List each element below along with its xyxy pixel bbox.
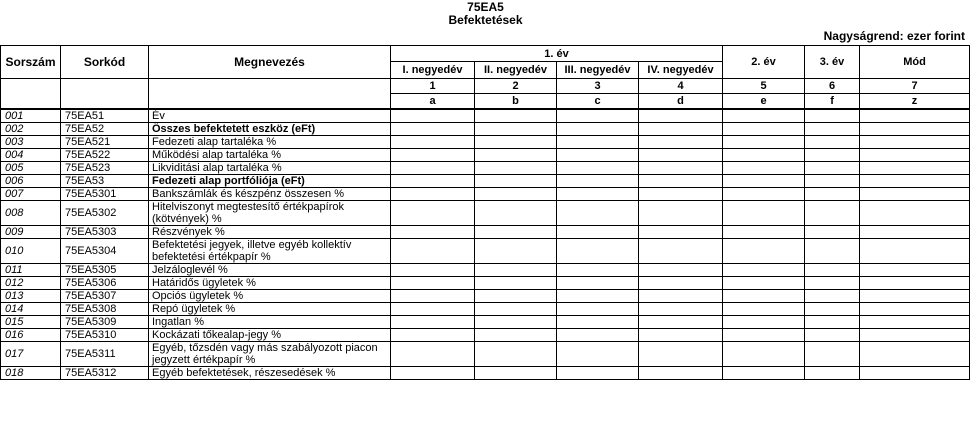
row-name: Egyéb, tőzsdén vagy más szabályozott piacon jegyzett értékpapír % — [149, 341, 391, 366]
row-number: 010 — [1, 238, 61, 263]
row-number: 002 — [1, 122, 61, 135]
value-cell[interactable] — [639, 225, 723, 238]
table-row — [1, 200, 970, 225]
value-cell[interactable] — [391, 225, 475, 238]
value-cell[interactable] — [860, 225, 970, 238]
col-letter: e — [723, 94, 805, 109]
value-cell[interactable] — [391, 161, 475, 174]
value-cell[interactable] — [860, 289, 970, 302]
col-header-q2: II. negyedév — [475, 62, 557, 79]
col-num: 6 — [805, 79, 860, 94]
value-cell[interactable] — [723, 263, 805, 276]
investment-table — [0, 45, 970, 380]
row-name: Határidős ügyletek % — [149, 276, 391, 289]
row-code: 75EA5306 — [61, 276, 149, 289]
row-name: Jelzáloglevél % — [149, 263, 391, 276]
row-number: 008 — [1, 200, 61, 225]
row-number: 005 — [1, 161, 61, 174]
row-code: 75EA5301 — [61, 187, 149, 200]
value-cell[interactable] — [557, 225, 639, 238]
value-cell[interactable] — [639, 263, 723, 276]
value-cell[interactable] — [639, 302, 723, 315]
value-cell[interactable] — [860, 200, 970, 225]
row-name: Repó ügyletek % — [149, 302, 391, 315]
col-letter: z — [860, 94, 970, 109]
value-cell[interactable] — [639, 109, 723, 123]
value-cell[interactable] — [475, 187, 557, 200]
value-cell[interactable] — [475, 109, 557, 123]
value-cell[interactable] — [557, 328, 639, 341]
value-cell[interactable] — [391, 315, 475, 328]
row-number: 003 — [1, 135, 61, 148]
value-cell[interactable] — [860, 148, 970, 161]
value-cell[interactable] — [391, 148, 475, 161]
value-cell[interactable] — [723, 302, 805, 315]
value-cell[interactable] — [391, 276, 475, 289]
value-cell[interactable] — [475, 135, 557, 148]
row-number: 006 — [1, 174, 61, 187]
table-row — [1, 187, 970, 200]
value-cell[interactable] — [475, 148, 557, 161]
row-number: 016 — [1, 328, 61, 341]
value-cell[interactable] — [723, 238, 805, 263]
value-cell[interactable] — [860, 122, 970, 135]
row-code: 75EA5303 — [61, 225, 149, 238]
row-code: 75EA5311 — [61, 341, 149, 366]
value-cell[interactable] — [557, 187, 639, 200]
row-code: 75EA5305 — [61, 263, 149, 276]
value-cell[interactable] — [391, 174, 475, 187]
table-row — [1, 289, 970, 302]
row-number: 018 — [1, 366, 61, 379]
col-letter: c — [557, 94, 639, 109]
value-cell[interactable] — [639, 366, 723, 379]
value-cell[interactable] — [475, 302, 557, 315]
table-row — [1, 161, 970, 174]
value-cell[interactable] — [639, 122, 723, 135]
row-name: Év — [149, 109, 391, 123]
col-header-q3: III. negyedév — [557, 62, 639, 79]
value-cell[interactable] — [475, 238, 557, 263]
table-row — [1, 315, 970, 328]
table-row — [1, 302, 970, 315]
value-cell[interactable] — [391, 187, 475, 200]
col-header-ev1: 1. év — [391, 46, 723, 62]
table-row — [1, 276, 970, 289]
value-cell[interactable] — [475, 225, 557, 238]
col-header-ev2: 2. év — [723, 46, 805, 79]
row-number: 011 — [1, 263, 61, 276]
value-cell[interactable] — [805, 366, 860, 379]
value-cell[interactable] — [723, 109, 805, 123]
col-header-sorkod: Sorkód — [61, 46, 149, 79]
value-cell[interactable] — [860, 315, 970, 328]
value-cell[interactable] — [391, 200, 475, 225]
value-cell[interactable] — [860, 302, 970, 315]
value-cell[interactable] — [723, 225, 805, 238]
value-cell[interactable] — [557, 289, 639, 302]
row-code: 75EA5312 — [61, 366, 149, 379]
value-cell[interactable] — [391, 341, 475, 366]
value-cell[interactable] — [391, 302, 475, 315]
value-cell[interactable] — [805, 109, 860, 123]
value-cell[interactable] — [860, 109, 970, 123]
value-cell[interactable] — [805, 276, 860, 289]
value-cell[interactable] — [639, 328, 723, 341]
value-cell[interactable] — [557, 366, 639, 379]
table-row — [1, 366, 970, 379]
row-name: Részvények % — [149, 225, 391, 238]
value-cell[interactable] — [805, 225, 860, 238]
value-cell[interactable] — [391, 109, 475, 123]
value-cell[interactable] — [557, 200, 639, 225]
row-number: 017 — [1, 341, 61, 366]
row-code: 75EA522 — [61, 148, 149, 161]
value-cell[interactable] — [391, 289, 475, 302]
value-cell[interactable] — [805, 289, 860, 302]
value-cell[interactable] — [860, 276, 970, 289]
row-name: Fedezeti alap portfóliója (eFt) — [149, 174, 391, 187]
value-cell[interactable] — [475, 366, 557, 379]
row-name: Kockázati tőkealap-jegy % — [149, 328, 391, 341]
value-cell[interactable] — [639, 135, 723, 148]
value-cell[interactable] — [805, 315, 860, 328]
table-row — [1, 135, 970, 148]
value-cell[interactable] — [557, 122, 639, 135]
value-cell[interactable] — [475, 122, 557, 135]
table-row — [1, 174, 970, 187]
row-name: Fedezeti alap tartaléka % — [149, 135, 391, 148]
value-cell[interactable] — [805, 341, 860, 366]
row-number: 007 — [1, 187, 61, 200]
value-cell[interactable] — [723, 148, 805, 161]
col-header-mod: Mód — [860, 46, 970, 79]
value-cell[interactable] — [860, 328, 970, 341]
table-row — [1, 148, 970, 161]
value-cell[interactable] — [860, 187, 970, 200]
value-cell[interactable] — [860, 161, 970, 174]
value-cell[interactable] — [805, 238, 860, 263]
value-cell[interactable] — [557, 161, 639, 174]
value-cell[interactable] — [475, 328, 557, 341]
row-number: 015 — [1, 315, 61, 328]
row-code: 75EA523 — [61, 161, 149, 174]
value-cell[interactable] — [805, 174, 860, 187]
value-cell[interactable] — [723, 276, 805, 289]
value-cell[interactable] — [805, 135, 860, 148]
value-cell[interactable] — [805, 328, 860, 341]
value-cell[interactable] — [639, 187, 723, 200]
value-cell[interactable] — [723, 135, 805, 148]
value-cell[interactable] — [805, 161, 860, 174]
value-cell[interactable] — [475, 341, 557, 366]
col-letter: a — [391, 94, 475, 109]
value-cell[interactable] — [475, 276, 557, 289]
value-cell[interactable] — [557, 302, 639, 315]
table-row — [1, 263, 970, 276]
value-cell[interactable] — [723, 366, 805, 379]
row-number: 009 — [1, 225, 61, 238]
row-name: Összes befektetett eszköz (eFt) — [149, 122, 391, 135]
row-code: 75EA521 — [61, 135, 149, 148]
col-letter: b — [475, 94, 557, 109]
value-cell[interactable] — [557, 135, 639, 148]
row-code: 75EA5310 — [61, 328, 149, 341]
value-cell[interactable] — [391, 238, 475, 263]
table-row — [1, 109, 970, 123]
row-number: 004 — [1, 148, 61, 161]
value-cell[interactable] — [723, 174, 805, 187]
row-code: 75EA52 — [61, 122, 149, 135]
col-header-sorszam: Sorszám — [1, 46, 61, 79]
form-title: Befektetések — [448, 13, 523, 27]
table-row — [1, 328, 970, 341]
col-num: 5 — [723, 79, 805, 94]
value-cell[interactable] — [723, 341, 805, 366]
row-code: 75EA5304 — [61, 238, 149, 263]
table-row — [1, 225, 970, 238]
value-cell[interactable] — [805, 263, 860, 276]
value-cell[interactable] — [860, 366, 970, 379]
value-cell[interactable] — [391, 135, 475, 148]
value-cell[interactable] — [639, 200, 723, 225]
value-cell[interactable] — [805, 200, 860, 225]
value-cell[interactable] — [557, 238, 639, 263]
value-cell[interactable] — [639, 315, 723, 328]
value-cell[interactable] — [391, 263, 475, 276]
value-cell[interactable] — [860, 174, 970, 187]
value-cell[interactable] — [557, 109, 639, 123]
value-cell[interactable] — [557, 263, 639, 276]
col-num: 7 — [860, 79, 970, 94]
value-cell[interactable] — [475, 161, 557, 174]
row-number: 001 — [1, 109, 61, 123]
row-name: Opciós ügyletek % — [149, 289, 391, 302]
col-header-ev3: 3. év — [805, 46, 860, 79]
value-cell[interactable] — [805, 187, 860, 200]
value-cell[interactable] — [557, 174, 639, 187]
value-cell[interactable] — [557, 341, 639, 366]
value-cell[interactable] — [639, 174, 723, 187]
form-code: 75EA5 — [467, 0, 504, 14]
value-cell[interactable] — [723, 187, 805, 200]
col-num: 2 — [475, 79, 557, 94]
col-letter: f — [805, 94, 860, 109]
row-code: 75EA5302 — [61, 200, 149, 225]
row-code: 75EA5309 — [61, 315, 149, 328]
value-cell[interactable] — [723, 328, 805, 341]
row-number: 013 — [1, 289, 61, 302]
row-number: 012 — [1, 276, 61, 289]
row-name: Likviditási alap tartaléka % — [149, 161, 391, 174]
value-cell[interactable] — [805, 122, 860, 135]
row-name: Befektetési jegyek, illetve egyéb kollektív befektetési értékpapír % — [149, 238, 391, 263]
value-cell[interactable] — [723, 315, 805, 328]
col-header-q1: I. negyedév — [391, 62, 475, 79]
row-code: 75EA5308 — [61, 302, 149, 315]
value-cell[interactable] — [557, 276, 639, 289]
value-cell[interactable] — [475, 200, 557, 225]
row-name: Ingatlan % — [149, 315, 391, 328]
table-row — [1, 122, 970, 135]
col-num: 4 — [639, 79, 723, 94]
col-letter: d — [639, 94, 723, 109]
value-cell[interactable] — [860, 341, 970, 366]
value-cell[interactable] — [639, 238, 723, 263]
unit-note: Nagyságrend: ezer forint — [823, 29, 965, 43]
value-cell[interactable] — [723, 122, 805, 135]
value-cell[interactable] — [860, 263, 970, 276]
value-cell[interactable] — [723, 200, 805, 225]
table-row — [1, 238, 970, 263]
col-header-megnevezes: Megnevezés — [149, 46, 391, 79]
value-cell[interactable] — [860, 238, 970, 263]
value-cell[interactable] — [723, 161, 805, 174]
value-cell[interactable] — [805, 302, 860, 315]
row-name: Egyéb befektetések, részesedések % — [149, 366, 391, 379]
value-cell[interactable] — [639, 289, 723, 302]
value-cell[interactable] — [639, 341, 723, 366]
col-num: 3 — [557, 79, 639, 94]
value-cell[interactable] — [860, 135, 970, 148]
value-cell[interactable] — [805, 148, 860, 161]
value-cell[interactable] — [475, 315, 557, 328]
row-code: 75EA51 — [61, 109, 149, 123]
value-cell[interactable] — [475, 263, 557, 276]
value-cell[interactable] — [557, 148, 639, 161]
row-code: 75EA53 — [61, 174, 149, 187]
table-row — [1, 341, 970, 366]
value-cell[interactable] — [391, 366, 475, 379]
row-name: Bankszámlák és készpénz összesen % — [149, 187, 391, 200]
col-header-q4: IV. negyedév — [639, 62, 723, 79]
value-cell[interactable] — [391, 328, 475, 341]
value-cell[interactable] — [639, 276, 723, 289]
value-cell[interactable] — [475, 289, 557, 302]
value-cell[interactable] — [723, 289, 805, 302]
value-cell[interactable] — [475, 174, 557, 187]
row-code: 75EA5307 — [61, 289, 149, 302]
col-num: 1 — [391, 79, 475, 94]
value-cell[interactable] — [557, 315, 639, 328]
value-cell[interactable] — [391, 122, 475, 135]
row-name: Hitelviszonyt megtestesítő értékpapírok (kötvények) % — [149, 200, 391, 225]
row-number: 014 — [1, 302, 61, 315]
value-cell[interactable] — [639, 148, 723, 161]
row-name: Működési alap tartaléka % — [149, 148, 391, 161]
value-cell[interactable] — [639, 161, 723, 174]
